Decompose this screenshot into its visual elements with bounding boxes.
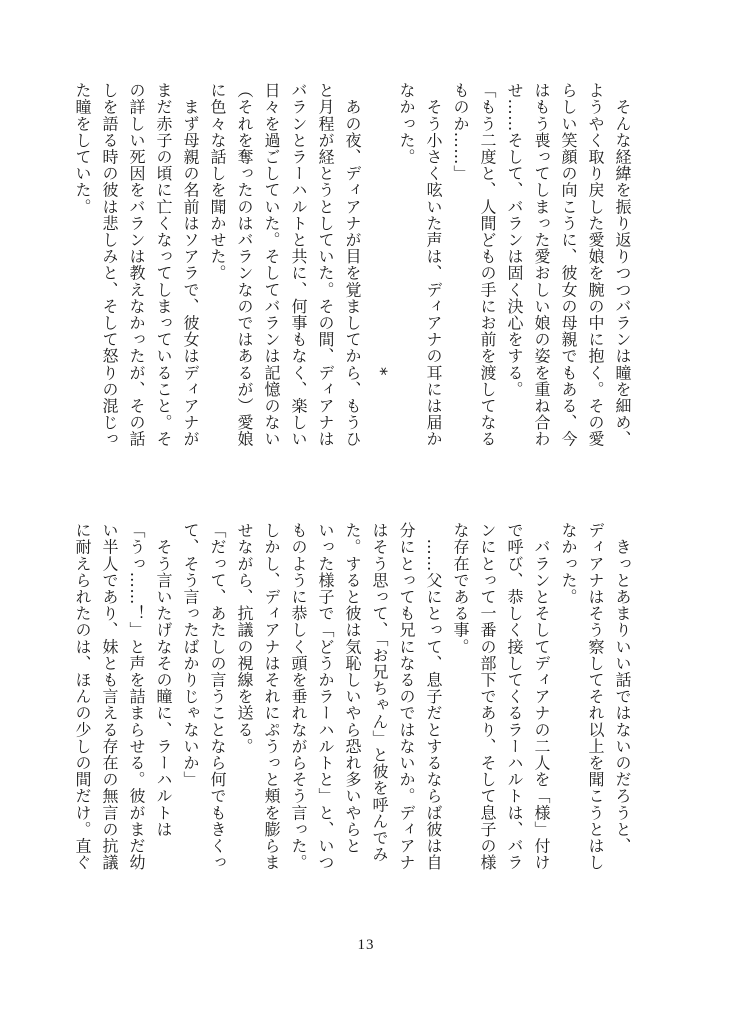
text-line: 「だって、あたしの言うことなら何でもきくっ: [208, 522, 227, 871]
text-line: バランとそしてディアナの二人を「様」付け: [532, 522, 551, 871]
text-line: （それを奪ったのはバランなのではあるが）愛娘: [235, 82, 254, 448]
bottom-text-block: [69, 522, 636, 932]
text-line: はそう思って、「お兄ちゃん」と彼を呼んでみ: [370, 522, 389, 863]
text-line: ものように恭しく頭を垂れながらそう言った。: [289, 522, 308, 871]
text-line: バランとラーハルトと共に、何事もなく、楽しい: [289, 82, 308, 448]
text-line: ンにとって一番の部下であり、そして息子の様: [478, 522, 497, 871]
text-line: て、そう言ったばかりじゃないか」: [181, 522, 200, 788]
page-number: 13: [357, 937, 375, 953]
text-line: せながら、抗議の視線を送る。: [235, 522, 254, 755]
text-line: ……父にとって、息子だとするならば彼は自: [424, 522, 443, 871]
text-line: あの夜、ディアナが目を覚ましてから、もうひ: [343, 82, 362, 448]
text-line: 日々を過ごしていた。そしてバランは記憶のない: [262, 82, 281, 448]
text-line: そう言いたげなその瞳に、ラーハルトは: [154, 522, 173, 838]
text-line: 「もう二度と、人間どもの手にお前を渡してなる: [478, 82, 497, 448]
text-line: た瞳をしていた。: [73, 82, 92, 215]
top-text-block: [69, 82, 636, 492]
text-line: た。すると彼は気恥しいやら恐れ多いやらと: [343, 522, 362, 854]
text-line: まだ赤子の頃に亡くなってしまっていること。そ: [154, 82, 173, 448]
text-line: で呼び、恭しく接してくるラーハルトは、バラ: [505, 522, 524, 871]
text-line: しを語る時の彼は悲しみと、そして怒りの混じっ: [100, 82, 119, 448]
text-line: まず母親の名前はソアラで、彼女はディアナが: [181, 82, 200, 448]
text-line: らしい笑顔の向こうに、彼女の母親でもある、今: [559, 82, 578, 448]
section-break-asterisk: *: [370, 367, 390, 377]
text-line: に色々な話しを聞かせた。: [208, 82, 227, 282]
text-line: せ……そして、バランは固く決心をする。: [505, 82, 524, 398]
text-line: そんな経緯を振り返りつつバランは瞳を細め、: [613, 82, 632, 448]
text-line: ようやく取り戻した愛娘を腕の中に抱く。その愛: [586, 82, 605, 448]
text-line: そう小さく呟いた声は、ディアナの耳には届か: [424, 82, 443, 448]
text-line: な存在である事。: [451, 522, 470, 655]
text-line: なかった。: [559, 522, 578, 605]
text-line: はもう喪ってしまった愛おしい娘の姿を重ね合わ: [532, 82, 551, 448]
text-line: ものか……」: [451, 82, 470, 182]
text-line: しかし、ディアナはそれにぷうっと頬を膨らま: [262, 522, 281, 871]
text-line: なかった。: [397, 82, 416, 165]
text-line: きっとあまりいい話ではないのだろうと、: [613, 522, 632, 854]
text-line: の詳しい死因をバランは教えなかったが、その話: [127, 82, 146, 448]
text-line: い半人であり、妹とも言える存在の無言の抗議: [100, 522, 119, 871]
text-line: と月程が経とうとしていた。その間、ディアナは: [316, 82, 335, 448]
text-line: に耐えられたのは、ほんの少しの間だけ。直ぐ: [73, 522, 92, 871]
text-line: いった様子で「どうかラーハルトと」と、いつ: [316, 522, 335, 871]
text-line: 「うっ……！」と声を詰まらせる。彼がまだ幼: [127, 522, 146, 871]
text-line: ディアナはそう察してそれ以上を聞こうとはし: [586, 522, 605, 871]
text-line: 分にとっても兄になるのではないか。ディアナ: [397, 522, 416, 871]
